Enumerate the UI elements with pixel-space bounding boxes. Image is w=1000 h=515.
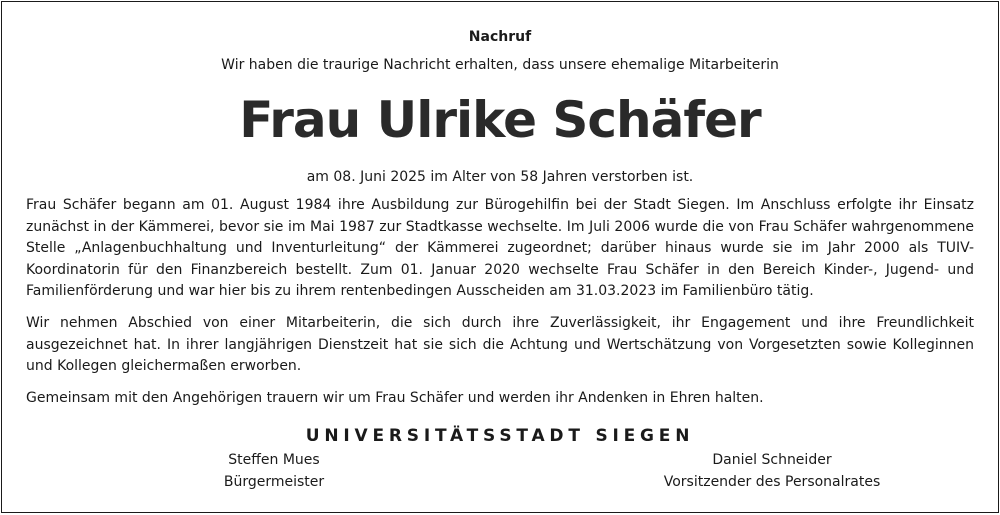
signatory-name: Steffen Mues [228, 452, 320, 469]
deceased-name: Frau Ulrike Schäfer [239, 91, 761, 149]
death-date-line: am 08. Juni 2025 im Alter von 58 Jahren verstorben ist. [306, 169, 694, 185]
organization-name: UNIVERSITÄTSSTADT SIEGEN [305, 426, 695, 447]
signatory-name: Daniel Schneider [712, 452, 832, 469]
mourning-paragraph: Gemeinsam mit den Angehörigen trauern wir um Frau Schäfer und werden ihr Andenken in Ehren halten. [26, 389, 764, 406]
signatory-right [612, 449, 932, 493]
signatory-title: Bürgermeister [223, 474, 325, 491]
signatory-title: Vorsitzender des Personalrates [663, 474, 881, 491]
career-paragraph: Frau Schäfer begann am 01. August 1984 ihre Ausbildung zur Bürogehilfin bei der Stadt Siegen. Im Anschluss erfolgte ihr Einsatz zunächst in der Kämmerei, bevor sie im Mai 1987 zur Stadtkasse wechselte. Im Juli 2006 wurde die von Frau Schäfer wahrgenommene Stelle „Anlagenbuchhaltung und Inventurleitung“ der Kämmerei zugeordnet; darüber hinaus wurde sie im Jahr 2000 als TUIV-Koordinatorin für den Finanzbereich bestellt. Zum 01. Januar 2020 wechselte Frau Schäfer in den Bereich Kinder-, Jugend- und Familienförderung und war hier bis zu ihrem rentenbedingen Ausscheiden am 31.03.2023 im Familienbüro tätig. [26, 197, 974, 300]
intro-line: Wir haben die traurige Nachricht erhalten, dass unsere ehemalige Mitarbeiterin [221, 57, 779, 73]
notice-heading: Nachruf [468, 29, 532, 45]
obituary-notice [1, 1, 999, 513]
tribute-paragraph: Wir nehmen Abschied von einer Mitarbeiterin, die sich durch ihre Zuverlässigkeit, ihr Engagement und ihre Freundlichkeit ausgezeichnet hat. In ihrer langjährigen Dienstzeit hat sie sich die Achtung und Wertschätzung von Vorgesetzten sowie Kolleginnen und Kollegen gleichermaßen erworben. [26, 314, 974, 375]
signature-block [26, 449, 974, 495]
signatory-left [164, 449, 384, 493]
